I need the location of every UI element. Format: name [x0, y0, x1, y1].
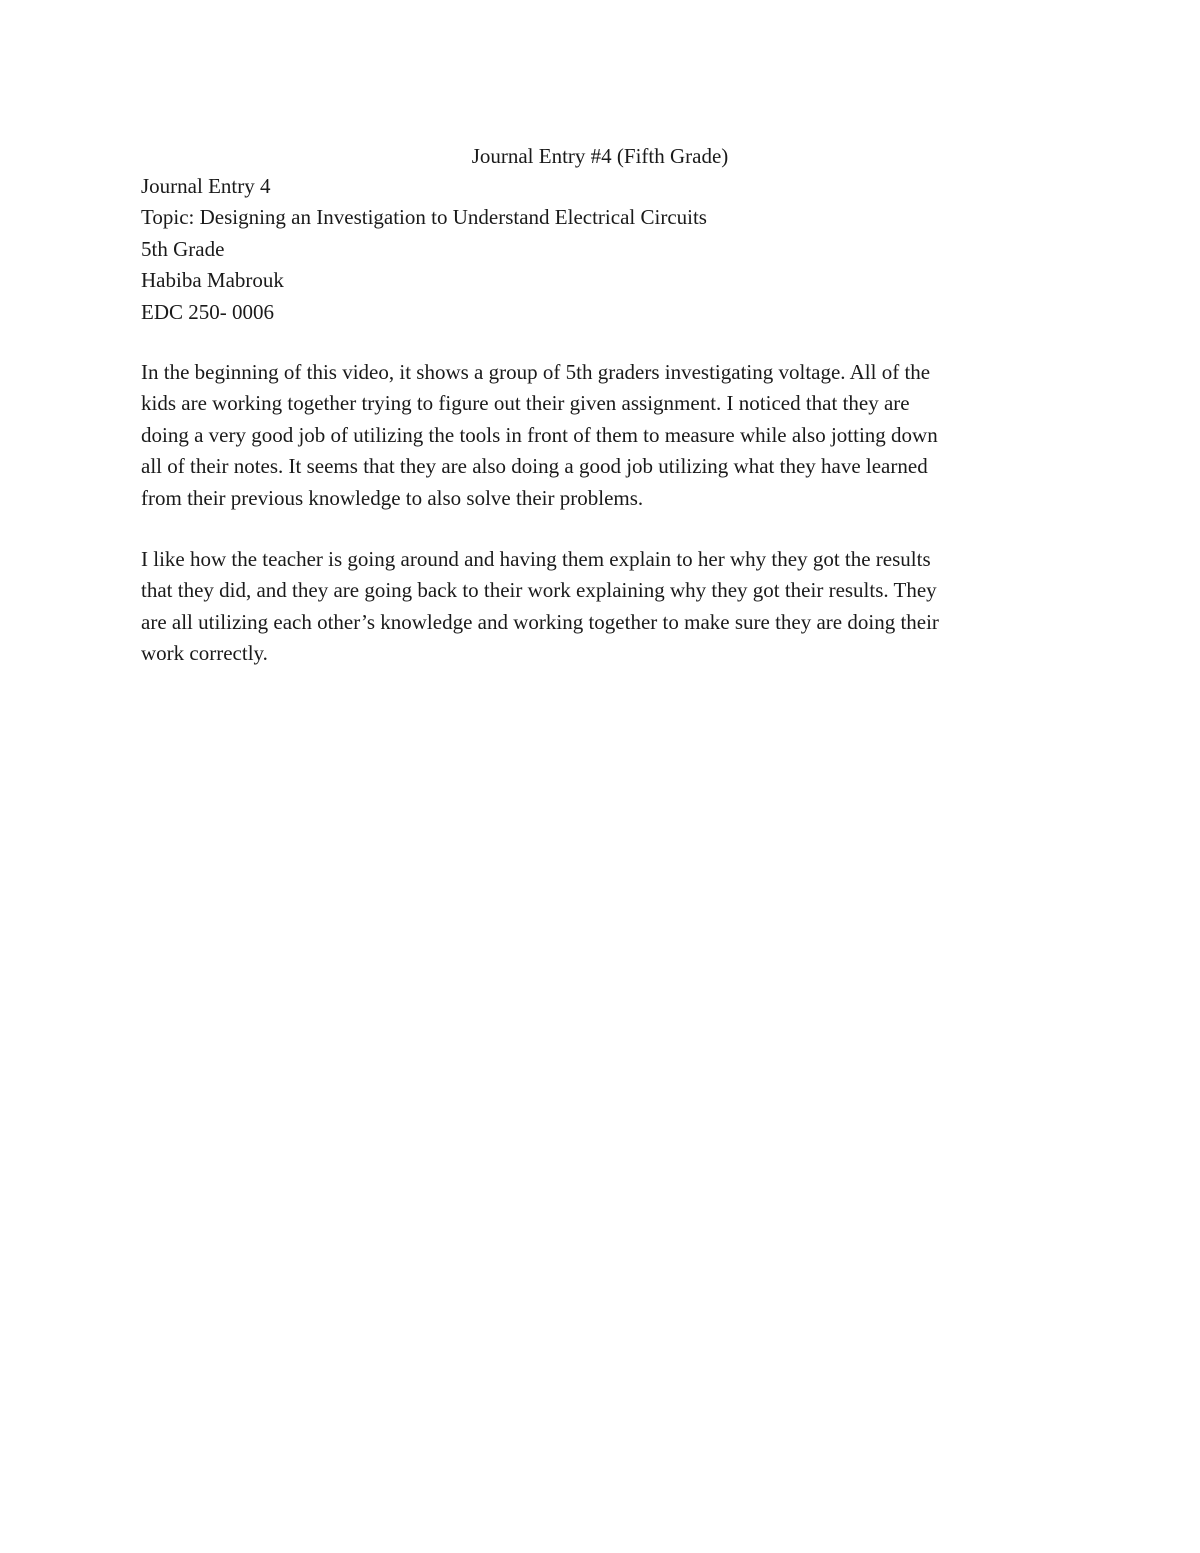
document-header-block	[141, 171, 1061, 328]
paragraph-line: I like how the teacher is going around and having them explain to her why they got the results	[141, 547, 931, 571]
grade-line: 5th Grade	[141, 236, 225, 261]
body-paragraph-2	[141, 544, 1051, 670]
course-code: EDC 250- 0006	[141, 299, 274, 324]
paragraph-line: doing a very good job of utilizing the tools in front of them to measure while also jotting down	[141, 422, 938, 447]
body-paragraph-1	[141, 357, 1051, 514]
paragraph-line: all of their notes. It seems that they are also doing a good job utilizing what they have learned	[141, 454, 928, 479]
paragraph-line: work correctly.	[141, 641, 268, 666]
document-title: Journal Entry #4 (Fifth Grade)	[471, 144, 729, 168]
paragraph-line: that they did, and they are going back to their work explaining why they got their results. They	[141, 578, 937, 603]
paragraph-line: are all utilizing each other’s knowledge and working together to make sure they are doing their	[141, 609, 939, 634]
author-name: Habiba Mabrouk	[141, 268, 284, 293]
paragraph-line: In the beginning of this video, it shows a group of 5th graders investigating voltage. All of the	[141, 360, 931, 384]
paragraph-line: kids are working together trying to figure out their given assignment. I noticed that they are	[141, 391, 910, 416]
paragraph-line: from their previous knowledge to also solve their problems.	[141, 485, 644, 510]
topic-line: Topic: Designing an Investigation to Understand Electrical Circuits	[141, 205, 707, 230]
entry-label: Journal Entry 4	[141, 174, 271, 198]
